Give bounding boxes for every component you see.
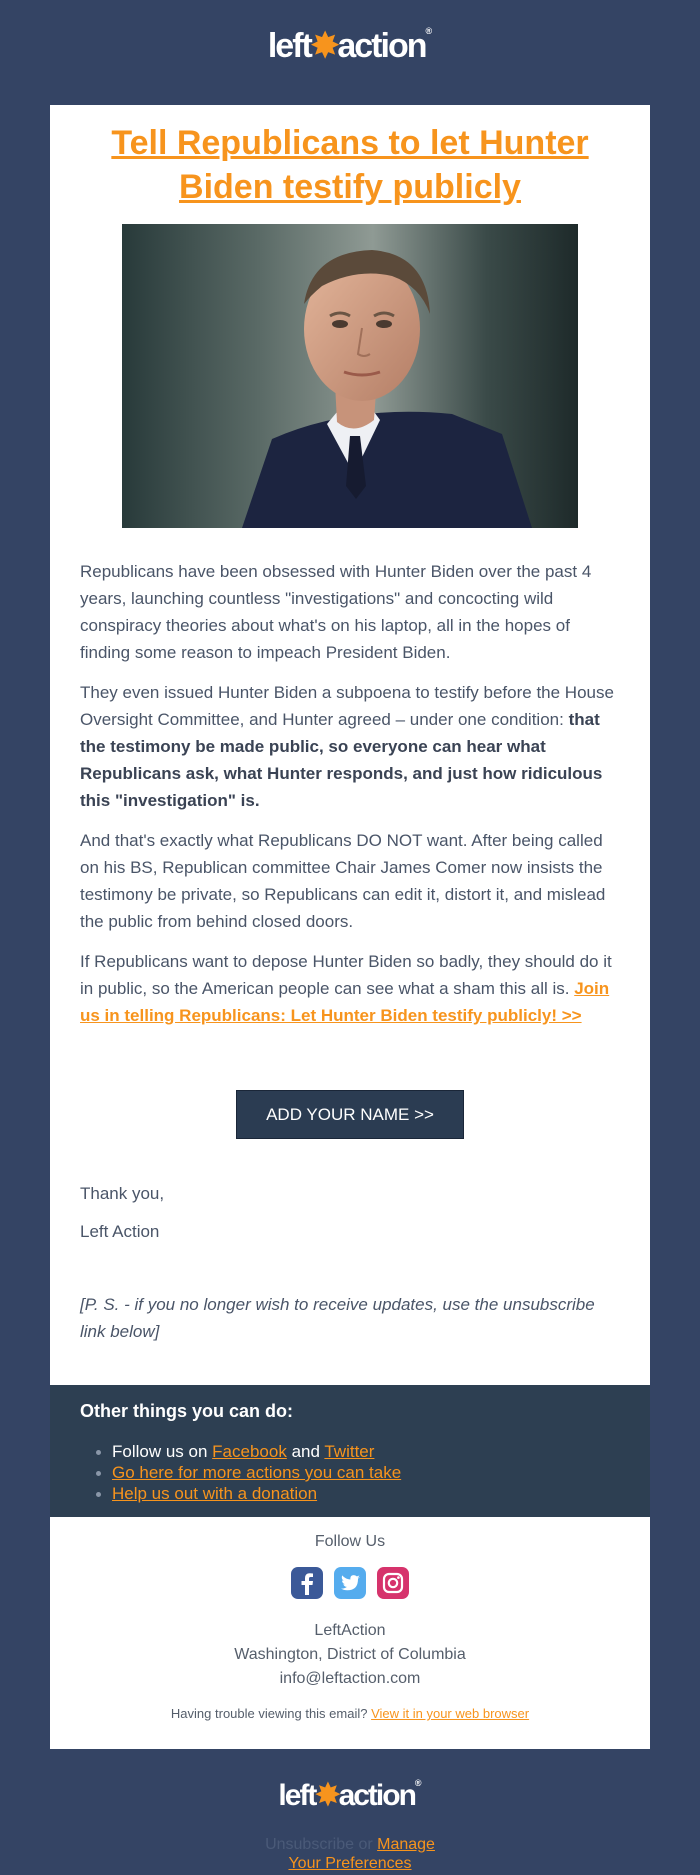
signoff-text: Left Action (80, 1222, 160, 1241)
call-to-action-paragraph: If Republicans want to depose Hunter Biden so badly, they should do it in public, so the American people can see what a sham this all is. Join us in telling Republicans: Let Hunter Biden testify publicly! >> (80, 952, 612, 1025)
logo-star-icon: ✸ (310, 27, 338, 65)
list-item (112, 1462, 401, 1483)
more-actions-link[interactable]: Go here for more actions you can take (112, 1463, 402, 1482)
comer-paragraph: And that's exactly what Republicans DO NOT want. After being called on his BS, Republican committee Chair James Comer now insists the testimony be private, so Republicans can edit it, distort it, and mislead the public from behind closed doors. (80, 831, 606, 931)
instagram-icon[interactable] (377, 1567, 409, 1599)
trouble-viewing-note: Having trouble viewing this email? View it in your web browser (170, 1706, 530, 1721)
contact-email: info@leftaction.com (279, 1670, 421, 1687)
other-actions-section (50, 1385, 650, 1517)
logo-star-icon: ✸ (315, 1779, 339, 1812)
unsubscribe-links (0, 1835, 700, 1873)
organization-name: LeftAction (314, 1622, 386, 1639)
unsubscribe-link[interactable]: Unsubscribe or (265, 1836, 378, 1853)
other-actions-list (112, 1441, 401, 1504)
add-your-name-button[interactable]: ADD YOUR NAME >> (236, 1090, 464, 1139)
list-item: Follow us on Facebook and Twitter (112, 1441, 401, 1462)
list-item (112, 1483, 401, 1504)
thanks-text: Thank you, (80, 1184, 165, 1203)
donation-link[interactable]: Help us out with a donation (112, 1484, 318, 1503)
organization-location: Washington, District of Columbia (234, 1646, 466, 1663)
preferences-link[interactable]: Your Preferences (288, 1855, 412, 1872)
footer-logo[interactable]: left✸action® (278, 1778, 422, 1812)
view-in-browser-link[interactable]: View it in your web browser (371, 1706, 530, 1721)
follow-us-label: Follow Us (314, 1533, 386, 1550)
hero-photo-illustration (122, 224, 578, 528)
ps-note: [P. S. - if you no longer wish to receive updates, use the unsubscribe link below] (80, 1295, 595, 1341)
join-petition-link[interactable]: Join us in telling Republicans: Let Hunter Biden testify publicly! >> (80, 979, 610, 1025)
facebook-icon[interactable] (291, 1567, 323, 1599)
subpoena-paragraph: They even issued Hunter Biden a subpoena to testify before the House Oversight Committee, and Hunter agreed – under one condition: that the testimony be made public, so everyone can hear what Republicans ask, what Hunter responds, and just how ridiculous this "investigation" is. (80, 683, 614, 810)
twitter-link[interactable]: Twitter (324, 1442, 375, 1461)
other-actions-heading: Other things you can do: (80, 1401, 294, 1421)
twitter-icon[interactable] (334, 1567, 366, 1599)
email-card (50, 105, 650, 1749)
headline-link[interactable]: Tell Republicans to let Hunter Biden testify publicly (111, 124, 589, 206)
condition-emphasis: that the testimony be made public, so everyone can hear what Republicans ask, what Hunter responds, and just how ridiculous this "investigation" is. (80, 710, 603, 810)
intro-paragraph: Republicans have been obsessed with Hunter Biden over the past 4 years, launching countless "investigations" and concocting wild conspiracy theories about what's on his laptop, all in the hopes of finding some reason to impeach President Biden. (80, 562, 592, 662)
header-logo[interactable]: left✸action® (267, 26, 433, 65)
facebook-link[interactable]: Facebook (212, 1442, 287, 1461)
social-icons (291, 1567, 409, 1599)
hero-photo[interactable] (122, 224, 578, 528)
manage-link[interactable]: Manage (377, 1836, 435, 1853)
